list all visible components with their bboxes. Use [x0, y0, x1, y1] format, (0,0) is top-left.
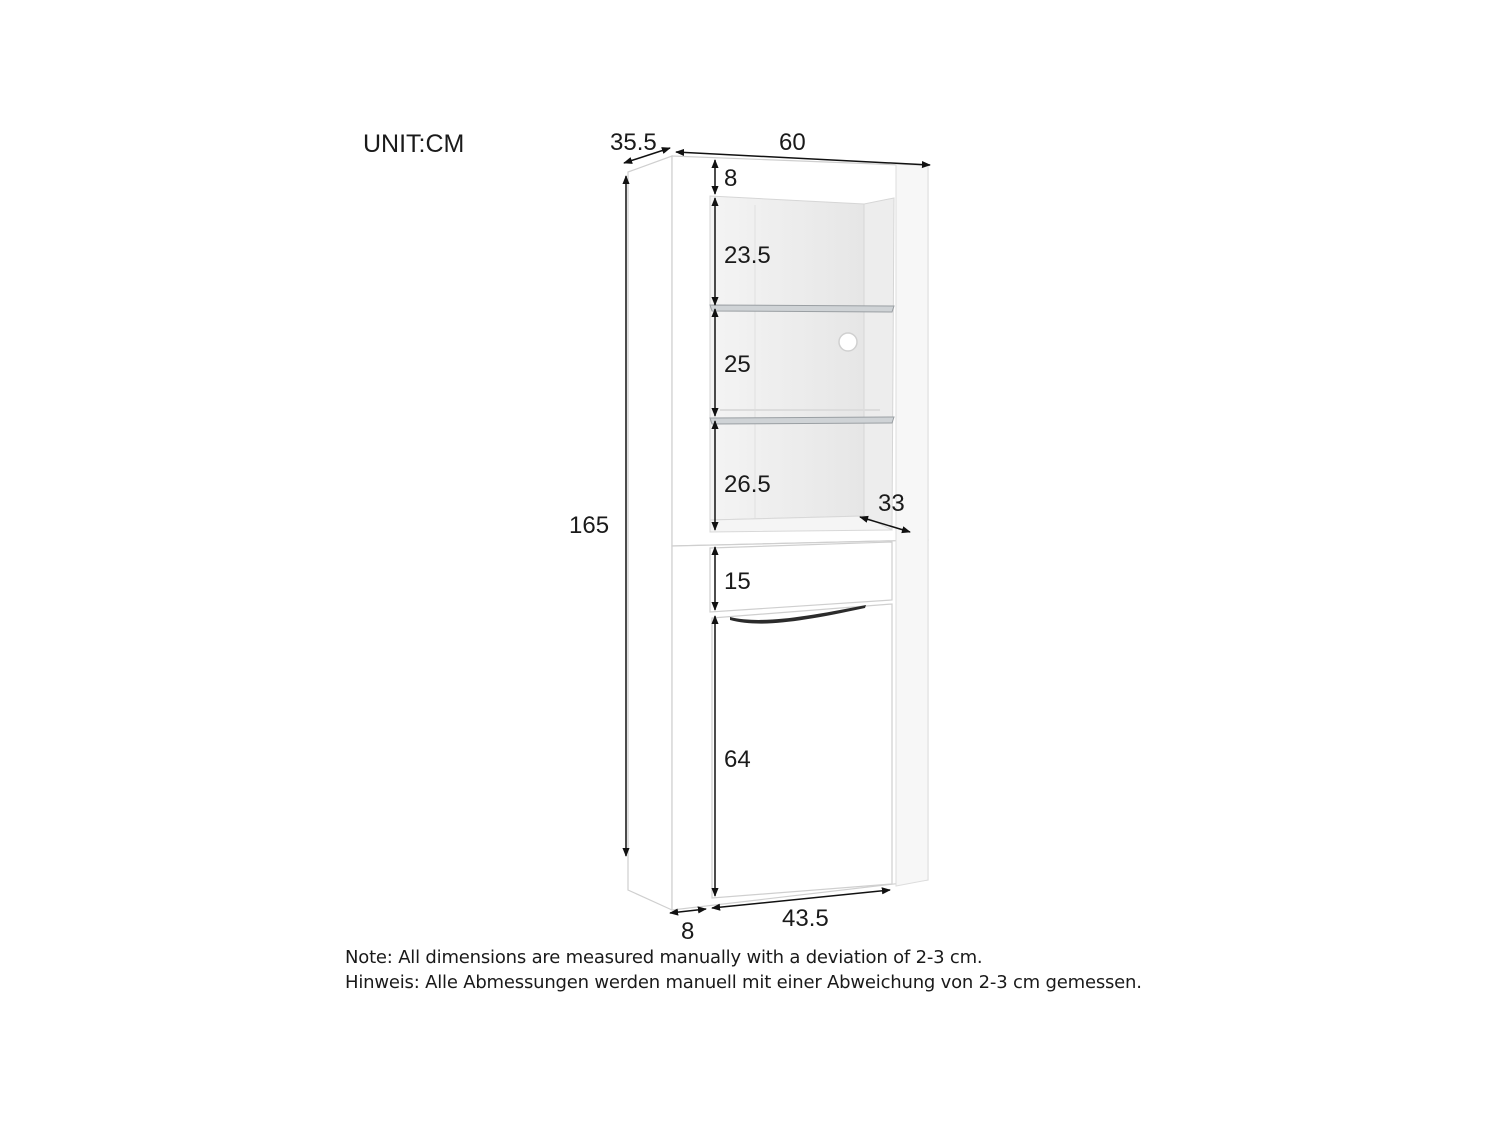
- note-german: Hinweis: Alle Abmessungen werden manuell mit einer Abweichung von 2-3 cm gemessen.: [345, 972, 1142, 993]
- label-inner-depth: 33: [878, 490, 905, 517]
- label-door: 64: [724, 746, 751, 773]
- label-base-width: 43.5: [782, 905, 829, 932]
- label-top-panel: 8: [724, 165, 738, 192]
- glass-shelf-1: [710, 305, 894, 312]
- label-overall-height: 165: [569, 512, 610, 539]
- cable-hole-icon: [839, 333, 857, 351]
- label-overall-width: 60: [779, 129, 806, 156]
- label-shelf-1: 23.5: [724, 242, 771, 269]
- label-shelf-3: 26.5: [724, 471, 771, 498]
- unit-label: UNIT:CM: [363, 130, 465, 158]
- cabinet-body: [628, 156, 928, 910]
- display-interior-right: [864, 198, 894, 530]
- label-shelf-2: 25: [724, 351, 751, 378]
- cabinet-right-edge: [896, 164, 928, 886]
- label-overall-depth: 35.5: [610, 129, 657, 156]
- cabinet-side-panel: [628, 156, 672, 910]
- note-english: Note: All dimensions are measured manually with a deviation of 2-3 cm.: [345, 947, 983, 968]
- glass-shelf-2: [710, 417, 894, 424]
- label-base-side: 8: [681, 918, 695, 945]
- label-drawer: 15: [724, 568, 751, 595]
